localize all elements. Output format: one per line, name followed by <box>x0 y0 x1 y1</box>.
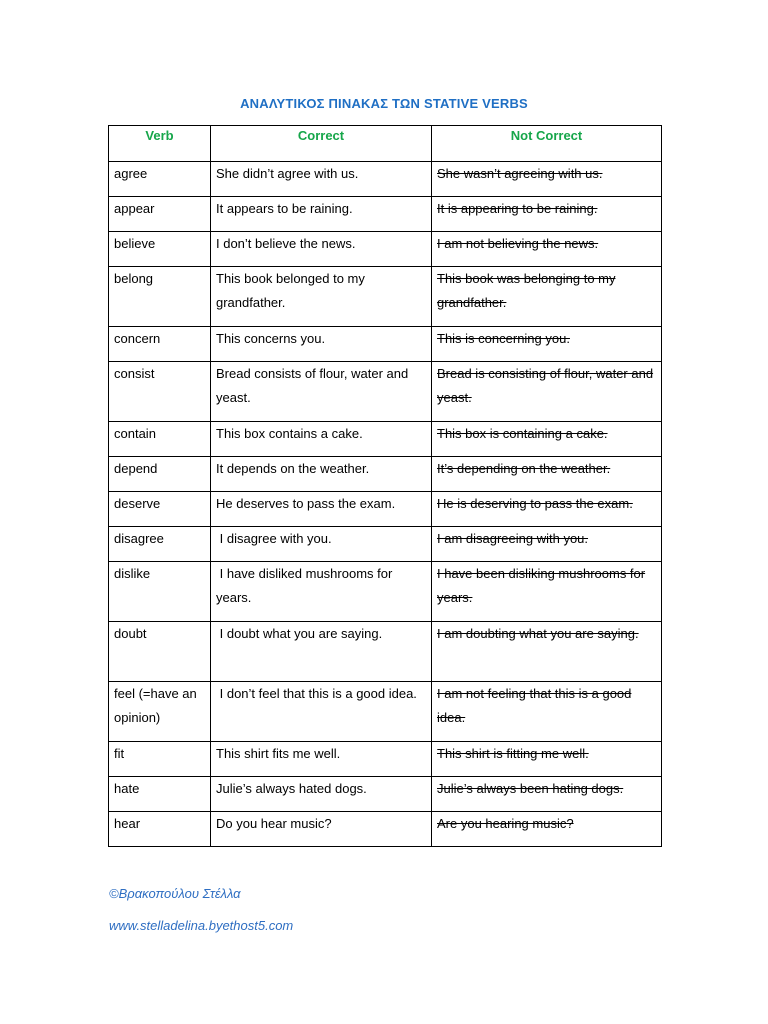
incorrect-cell: It is appearing to be raining. <box>432 197 662 232</box>
header-not-correct: Not Correct <box>432 126 662 162</box>
verb-cell: depend <box>109 457 211 492</box>
document-title: ΑΝΑΛΥΤΙΚΟΣ ΠΙΝΑΚΑΣ ΤΩΝ STATIVE VERBS <box>240 96 528 111</box>
correct-cell: It appears to be raining. <box>211 197 432 232</box>
correct-cell: This shirt fits me well. <box>211 742 432 777</box>
table-row <box>109 422 662 457</box>
table-header-row <box>109 126 662 162</box>
correct-cell: It depends on the weather. <box>211 457 432 492</box>
correct-cell: This book belonged to my grandfather. <box>211 267 432 327</box>
incorrect-cell: Bread is consisting of flour, water and yeast. <box>432 362 662 422</box>
incorrect-cell: I have been disliking mushrooms for years. <box>432 562 662 622</box>
incorrect-cell: This is concerning you. <box>432 327 662 362</box>
copyright-note: ©Βρακοπούλου Στέλλα <box>109 886 241 901</box>
correct-cell: I have disliked mushrooms for years. <box>211 562 432 622</box>
table-row <box>109 742 662 777</box>
table-row <box>109 457 662 492</box>
website-link[interactable]: www.stelladelina.byethost5.com <box>109 918 294 933</box>
verb-cell: feel (=have an opinion) <box>109 682 211 742</box>
verb-cell: consist <box>109 362 211 422</box>
table-row <box>109 682 662 742</box>
table-row <box>109 362 662 422</box>
correct-cell: This box contains a cake. <box>211 422 432 457</box>
verb-cell: hate <box>109 777 211 812</box>
verb-cell: agree <box>109 162 211 197</box>
correct-cell: This concerns you. <box>211 327 432 362</box>
verb-cell: hear <box>109 812 211 847</box>
verb-cell: fit <box>109 742 211 777</box>
incorrect-cell: I am not believing the news. <box>432 232 662 267</box>
verb-cell: disagree <box>109 527 211 562</box>
correct-cell: I doubt what you are saying. <box>211 622 432 682</box>
verb-cell: contain <box>109 422 211 457</box>
table-row <box>109 232 662 267</box>
table-row <box>109 562 662 622</box>
header-correct: Correct <box>211 126 432 162</box>
table-row <box>109 162 662 197</box>
incorrect-cell: This box is containing a cake. <box>432 422 662 457</box>
table-row <box>109 327 662 362</box>
incorrect-cell: I am disagreeing with you. <box>432 527 662 562</box>
correct-cell: She didn’t agree with us. <box>211 162 432 197</box>
incorrect-cell: I am doubting what you are saying. <box>432 622 662 682</box>
correct-cell: Julie’s always hated dogs. <box>211 777 432 812</box>
table-row <box>109 812 662 847</box>
correct-cell: Do you hear music? <box>211 812 432 847</box>
correct-cell: I disagree with you. <box>211 527 432 562</box>
incorrect-cell: She wasn’t agreeing with us. <box>432 162 662 197</box>
table-row <box>109 777 662 812</box>
incorrect-cell: I am not feeling that this is a good idea. <box>432 682 662 742</box>
correct-cell: Bread consists of flour, water and yeast. <box>211 362 432 422</box>
correct-cell: I don’t believe the news. <box>211 232 432 267</box>
verb-cell: deserve <box>109 492 211 527</box>
incorrect-cell: It’s depending on the weather. <box>432 457 662 492</box>
correct-cell: I don’t feel that this is a good idea. <box>211 682 432 742</box>
correct-cell: He deserves to pass the exam. <box>211 492 432 527</box>
incorrect-cell: He is deserving to pass the exam. <box>432 492 662 527</box>
table-row <box>109 197 662 232</box>
incorrect-cell: This book was belonging to my grandfather. <box>432 267 662 327</box>
verb-cell: concern <box>109 327 211 362</box>
verb-cell: doubt <box>109 622 211 682</box>
table-row <box>109 527 662 562</box>
table-row <box>109 492 662 527</box>
verb-cell: appear <box>109 197 211 232</box>
verb-cell: belong <box>109 267 211 327</box>
verb-cell: believe <box>109 232 211 267</box>
incorrect-cell: Are you hearing music? <box>432 812 662 847</box>
table-row <box>109 267 662 327</box>
stative-verbs-table <box>108 125 662 847</box>
header-verb: Verb <box>109 126 211 162</box>
incorrect-cell: Julie’s always been hating dogs. <box>432 777 662 812</box>
incorrect-cell: This shirt is fitting me well. <box>432 742 662 777</box>
table-row <box>109 622 662 682</box>
verb-cell: dislike <box>109 562 211 622</box>
